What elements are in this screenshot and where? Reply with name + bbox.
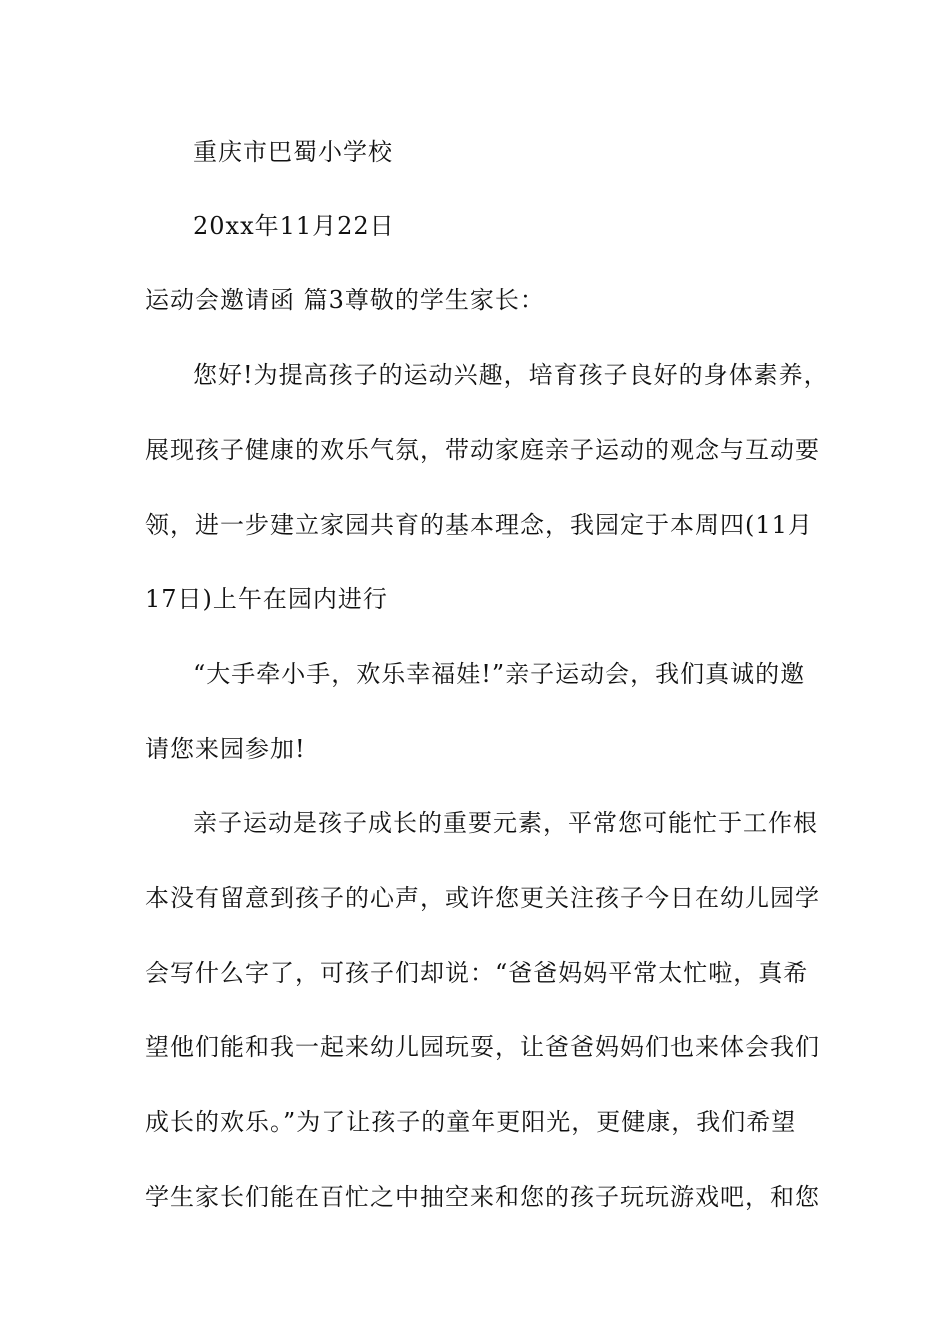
paragraph-1-line-3: 领，进一步建立家园共育的基本理念，我园定于本周四(11月 <box>145 511 813 539</box>
paragraph-1-line-1: 您好!为提高孩子的运动兴趣，培育孩子良好的身体素养， <box>193 361 829 389</box>
paragraph-2-line-1: “大手牵小手，欢乐幸福娃!”亲子运动会，我们真诚的邀 <box>193 660 806 688</box>
paragraph-3-line-5: 成长的欢乐。”为了让孩子的童年更阳光，更健康，我们希望 <box>145 1108 797 1136</box>
paragraph-1-line-4: 17日)上午在园内进行 <box>145 585 388 613</box>
paragraph-3-line-6: 学生家长们能在百忙之中抽空来和您的孩子玩玩游戏吧，和您 <box>145 1183 820 1211</box>
section-heading: 运动会邀请函 篇3尊敬的学生家长： <box>145 286 545 314</box>
paragraph-3-line-2: 本没有留意到孩子的心声，或许您更关注孩子今日在幼儿园学 <box>145 884 820 912</box>
signature-school: 重庆市巴蜀小学校 <box>193 138 393 166</box>
signature-date: 20xx年11月22日 <box>193 212 395 240</box>
paragraph-3-line-3: 会写什么字了，可孩子们却说：“爸爸妈妈平常太忙啦，真希 <box>145 959 809 987</box>
paragraph-2-line-2: 请您来园参加! <box>145 735 306 763</box>
paragraph-3-line-4: 望他们能和我一起来幼儿园玩耍，让爸爸妈妈们也来体会我们 <box>145 1033 820 1061</box>
paragraph-3-line-1: 亲子运动是孩子成长的重要元素，平常您可能忙于工作根 <box>193 809 818 837</box>
paragraph-1-line-2: 展现孩子健康的欢乐气氛，带动家庭亲子运动的观念与互动要 <box>145 436 820 464</box>
